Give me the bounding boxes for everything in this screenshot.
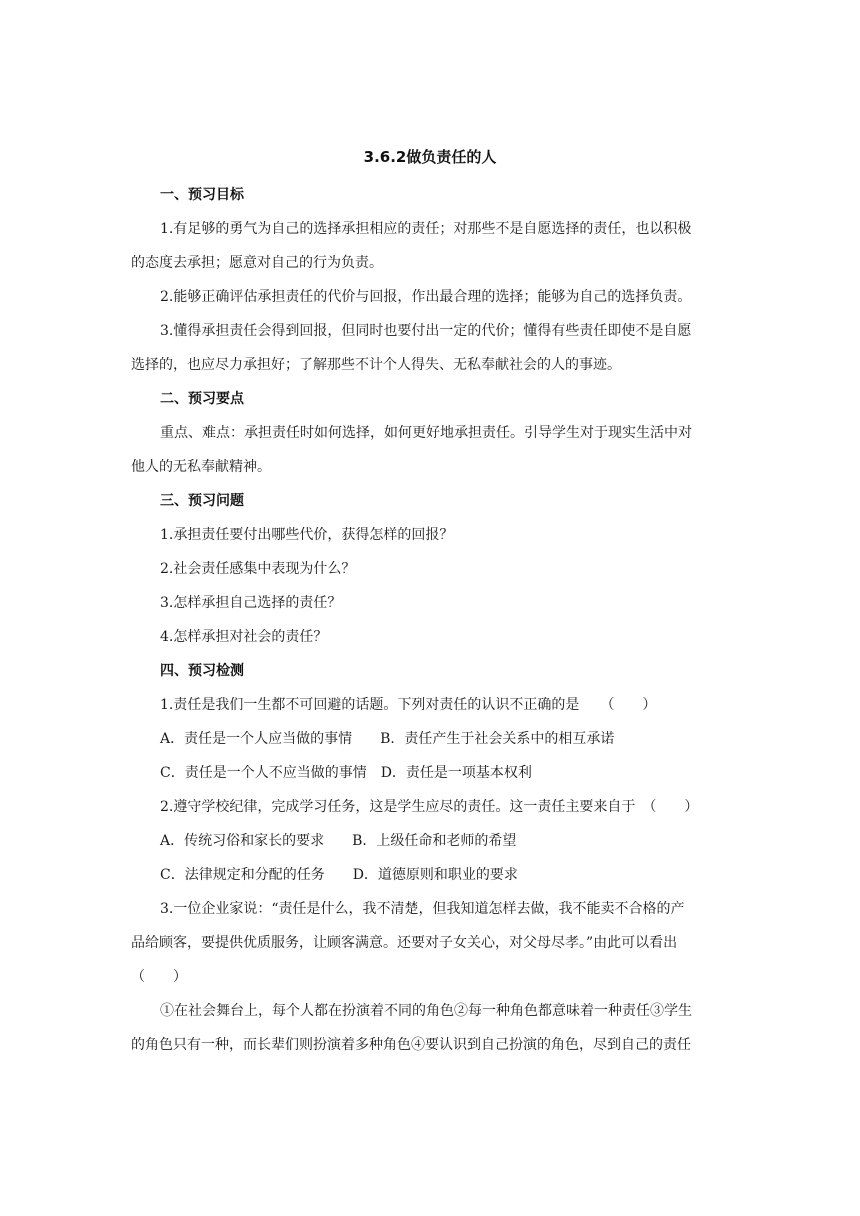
q1-options-row-1: A．责任是一个人应当做的事情 B．责任产生于社会关系中的相互承诺: [160, 731, 615, 747]
question-line: 3.怎样承担自己选择的责任？: [160, 595, 342, 611]
question-line: 1.承担责任要付出哪些代价，获得怎样的回报？: [160, 527, 454, 543]
section-heading-keypoints: 二、预习要点: [160, 391, 244, 407]
keypoint-line: 重点、难点：承担责任时如何选择，如何更好地承担责任。引导学生对于现实生活中对: [160, 425, 692, 441]
q3-answer-blank: （ ）: [131, 969, 187, 985]
goal-line: 的态度去承担；愿意对自己的行为负责。: [131, 255, 383, 271]
q2-options-row-2: C．法律规定和分配的任务 D．道德原则和职业的要求: [160, 867, 518, 883]
q2-options-row-1: A．传统习俗和家长的要求 B．上级任命和老师的希望: [160, 833, 517, 849]
keypoint-line: 他人的无私奉献精神。: [131, 459, 271, 475]
q3-stem-line-1: 3.一位企业家说：“责任是什么，我不清楚，但我知道怎样去做，我不能卖不合格的产: [160, 901, 685, 917]
section-heading-goals: 一、预习目标: [160, 187, 244, 203]
goal-line: 2.能够正确评估承担责任的代价与回报，作出最合理的选择；能够为自己的选择负责。: [160, 289, 692, 305]
q3-options-line-1: ①在社会舞台上，每个人都在扮演着不同的角色②每一种角色都意味着一种责任③学生: [160, 1003, 692, 1019]
q3-stem-line-2: 品给顾客，要提供优质服务，让顾客满意。还要对子女关心，对父母尽孝。”由此可以看出: [131, 935, 678, 951]
goal-line: 1.有足够的勇气为自己的选择承担相应的责任；对那些不是自愿选择的责任，也以积极: [160, 221, 692, 237]
q1-options-row-2: C．责任是一个人不应当做的事情 D．责任是一项基本权利: [160, 765, 532, 781]
q2-stem: 2.遵守学校纪律，完成学习任务，这是学生应尽的责任。这一责任主要来自于 （ ）: [160, 799, 699, 815]
question-line: 4.怎样承担对社会的责任？: [160, 629, 328, 645]
goal-line: 选择的，也应尽力承担好；了解那些不计个人得失、无私奉献社会的人的事迹。: [131, 357, 621, 373]
q3-options-line-2: 的角色只有一种，而长辈们则扮演着多种角色④要认识到自己扮演的角色，尽到自己的责任: [131, 1037, 691, 1053]
section-heading-test: 四、预习检测: [160, 663, 244, 679]
q1-stem: 1.责任是我们一生都不可回避的话题。下列对责任的认识不正确的是 （ ）: [160, 697, 657, 713]
page-title: 3.6.2做负责任的人: [363, 148, 497, 166]
question-line: 2.社会责任感集中表现为什么？: [160, 561, 356, 577]
goal-line: 3.懂得承担责任会得到回报，但同时也要付出一定的代价；懂得有些责任即使不是自愿: [160, 323, 692, 339]
section-heading-questions: 三、预习问题: [160, 493, 244, 509]
